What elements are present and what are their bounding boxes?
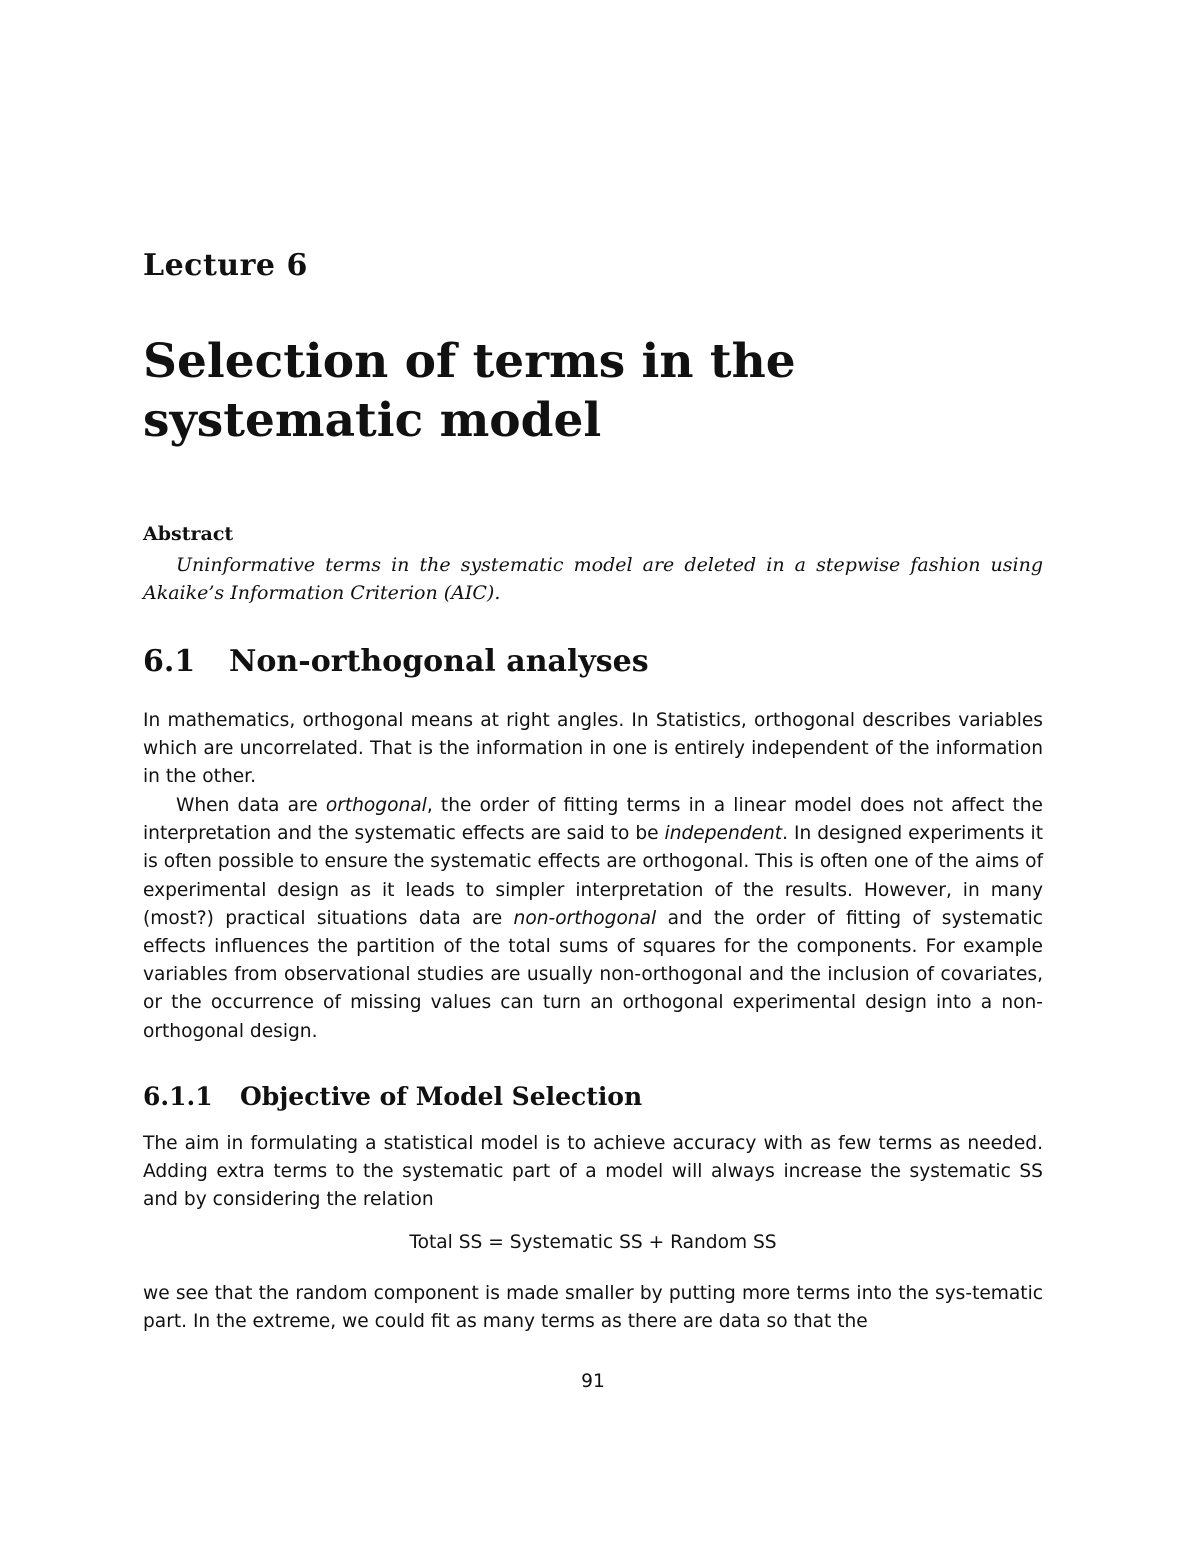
document-page [143,0,1043,1553]
abstract-heading: Abstract [143,523,234,545]
subsection-title: Objective of Model Selection [240,1082,643,1111]
paragraph-text: and the order of fitting of systematic effects influences the partition of the total sums of squares for the components. For example variables from observational studies are usually non-orthogonal and the inclusion of covariates, or the occurrence of missing values can turn an orthogonal experimental design into a non-orthogonal design. [143,907,1043,1042]
paragraph-text: When data are [176,795,326,816]
subsection-paragraph-2: we see that the random component is made smaller by putting more terms into the sys-tematic part. In the extreme, we could fit as many terms as there are data so that the [143,1283,1043,1333]
emphasis-orthogonal: orthogonal [325,795,427,816]
paragraph-text: , the order of fitting terms in a linear model does not affect the interpretation and the systematic effects are said to be [143,795,1043,845]
page-title: Selection of terms in the systematic model [143,334,796,448]
page-number: 91 [581,1371,605,1392]
section-heading [143,644,649,679]
subsection-paragraph-1: The aim in formulating a statistical model is to achieve accuracy with as few terms as needed. Adding extra terms to the systematic part of a model will always increase the systematic SS and by considering the relation [143,1133,1043,1211]
section-paragraph-2 [143,792,1043,1046]
equation: Total SS = Systematic SS + Random SS [409,1232,777,1253]
subsection-heading [143,1082,642,1111]
emphasis-independent: independent [664,823,783,845]
section-number: 6.1 [143,644,196,679]
abstract-text: Uninformative terms in the systematic model are deleted in a stepwise fashion using Akaike’s Information Criterion (AIC). [143,554,1043,604]
section-paragraph-1: In mathematics, orthogonal means at right angles. In Statistics, orthogonal describes variables which are uncorrelated. That is the information in one is entirely independent of the information in the other. [143,710,1043,788]
lecture-label: Lecture 6 [143,248,308,283]
paragraph-text: . In designed experiments it is often possible to ensure the systematic effects are orthogonal. This is often one of the aims of experimental design as it leads to simpler interpretation of the results. However, in many (most?) practical situations data are [143,823,1043,929]
emphasis-non-orthogonal: non-orthogonal [513,907,657,929]
subsection-number: 6.1.1 [143,1082,213,1111]
section-title: Non-orthogonal analyses [229,644,649,679]
